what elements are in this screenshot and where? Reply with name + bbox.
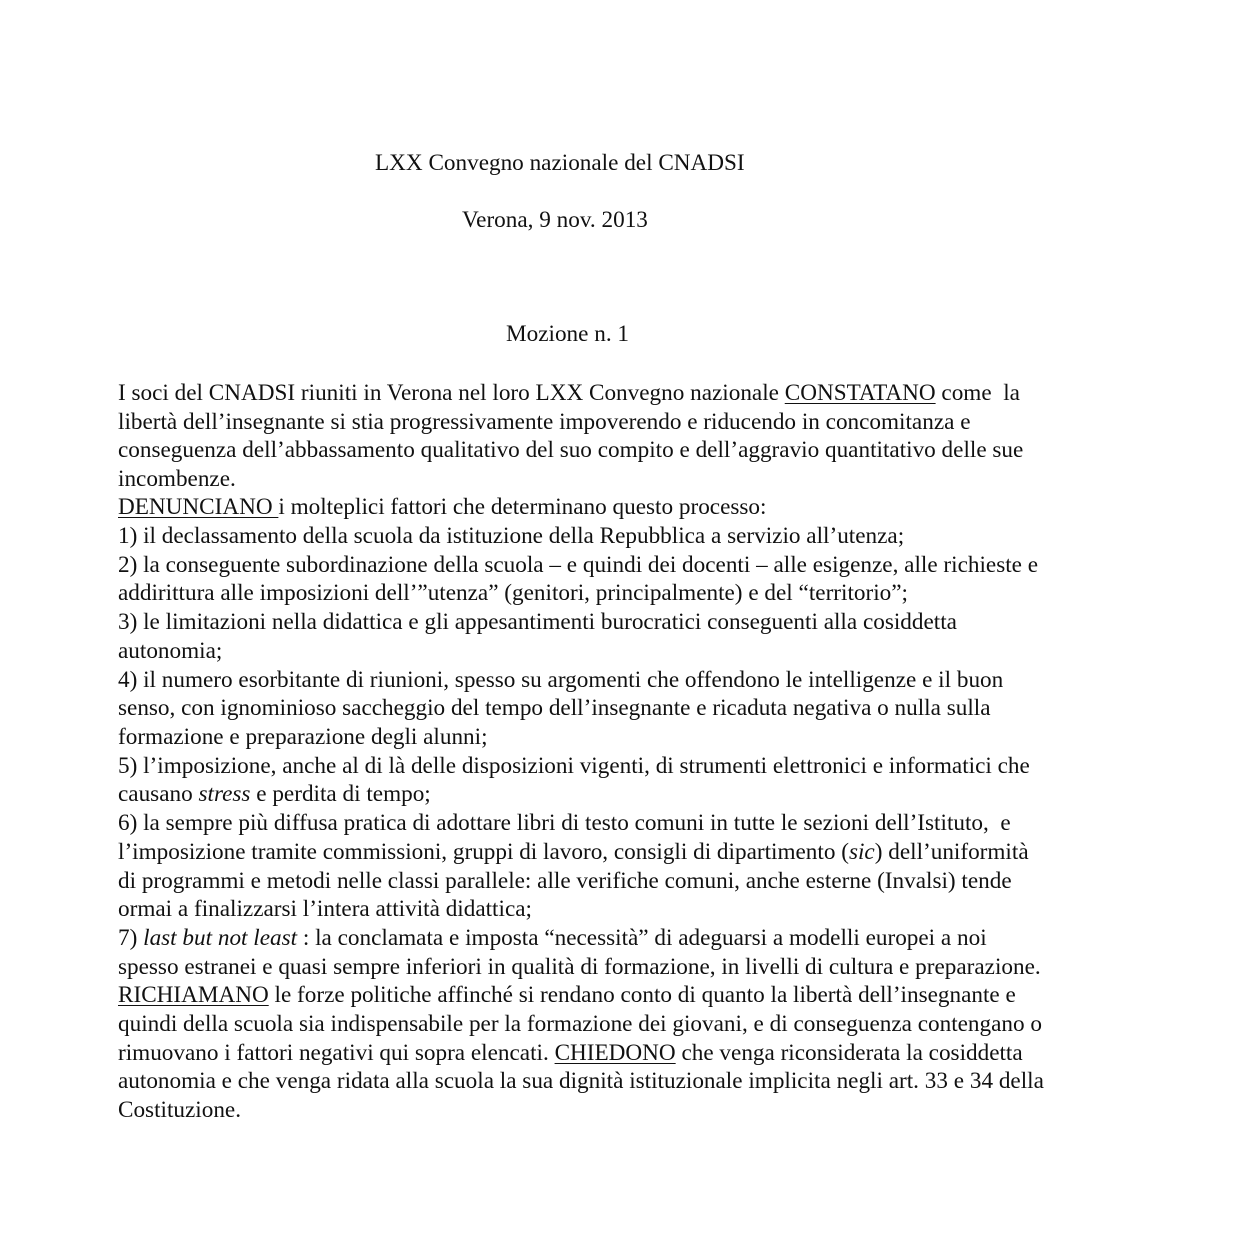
keyword-richiamano: RICHIAMANO <box>118 982 269 1008</box>
text-line: incombenze. <box>118 466 236 492</box>
text-span: come la <box>935 380 1020 406</box>
list-item: 3) le limitazioni nella didattica e gli appesantimenti burocratici conseguenti alla cosiddetta <box>118 609 957 635</box>
italic-term: sic <box>848 839 875 865</box>
text-line: spesso estranei e quasi sempre inferiori in qualità di formazione, in livelli di cultura e preparazione. <box>118 954 1041 980</box>
keyword-chiedono: CHIEDONO <box>554 1040 676 1066</box>
text-span: 7) <box>118 925 144 951</box>
text-span: I soci del CNADSI riuniti in Verona nel loro LXX Convegno nazionale <box>118 380 785 406</box>
list-item: 1) il declassamento della scuola da istituzione della Repubblica a servizio all’utenza; <box>118 523 905 549</box>
text-line: libertà dell’insegnante si stia progressivamente impoverendo e riducendo in concomitanza e <box>118 409 971 435</box>
italic-term: stress <box>198 781 251 807</box>
list-item: 4) il numero esorbitante di riunioni, spesso su argomenti che offendono le intelligenze e il buon <box>118 667 1004 693</box>
text-span: e perdita di tempo; <box>250 781 431 807</box>
motion-heading: Mozione n. 1 <box>506 321 630 347</box>
text-line: di programmi e metodi nelle classi parallele: alle verifiche comuni, anche esterne (Invalsi) tende <box>118 868 1012 894</box>
text-line: senso, con ignominioso saccheggio del tempo dell’insegnante e ricaduta negativa o nulla sulla <box>118 695 991 721</box>
list-item: 5) l’imposizione, anche al di là delle disposizioni vigenti, di strumenti elettronici e informatici che <box>118 753 1030 779</box>
text-line: formazione e preparazione degli alunni; <box>118 724 488 750</box>
text-line <box>118 981 1016 1009</box>
list-item: 2) la conseguente subordinazione della scuola – e quindi dei docenti – alle esigenze, alle richieste e <box>118 552 1039 578</box>
text-line <box>118 780 431 808</box>
text-line: addirittura alle imposizioni dell’”utenza” (genitori, principalmente) e del “territorio”; <box>118 580 908 606</box>
list-item: 6) la sempre più diffusa pratica di adottare libri di testo comuni in tutte le sezioni dell’Istituto, e <box>118 810 1011 836</box>
text-span: l’imposizione tramite commissioni, gruppi di lavoro, consigli di dipartimento ( <box>118 839 849 865</box>
text-span: le forze politiche affinché si rendano conto di quanto la libertà dell’insegnante e <box>268 982 1016 1008</box>
text-line: autonomia; <box>118 638 223 664</box>
text-line <box>118 493 766 521</box>
text-line: quindi della scuola sia indispensabile per la formazione dei giovani, e di conseguenza contengano o <box>118 1011 1042 1037</box>
text-line <box>118 379 1020 407</box>
document-title: LXX Convegno nazionale del CNADSI <box>375 150 745 176</box>
text-line: ormai a finalizzarsi l’intera attività didattica; <box>118 896 532 922</box>
text-span: : la conclamata e imposta “necessità” di adeguarsi a modelli europei a noi <box>297 925 987 951</box>
text-span: i molteplici fattori che determinano questo processo: <box>278 494 767 520</box>
italic-term: last but not least <box>143 925 298 951</box>
keyword-constatano: CONSTATANO <box>784 380 936 406</box>
document-date: Verona, 9 nov. 2013 <box>462 207 648 233</box>
text-line: conseguenza dell’abbassamento qualitativo del suo compito e dell’aggravio quantitativo delle sue <box>118 437 1024 463</box>
text-span: rimuovano i fattori negativi qui sopra elencati. <box>118 1040 555 1066</box>
text-line: Costituzione. <box>118 1097 242 1123</box>
text-line: autonomia e che venga ridata alla scuola la sua dignità istituzionale implicita negli art. 33 e 34 della <box>118 1068 1044 1094</box>
text-line <box>118 1039 1023 1067</box>
text-line <box>118 838 1029 866</box>
keyword-denunciano: DENUNCIANO <box>118 494 279 520</box>
text-span: ) dell’uniformità <box>874 839 1029 865</box>
list-item <box>118 924 987 952</box>
text-span: causano <box>118 781 199 807</box>
text-span: che venga riconsiderata la cosiddetta <box>675 1040 1023 1066</box>
